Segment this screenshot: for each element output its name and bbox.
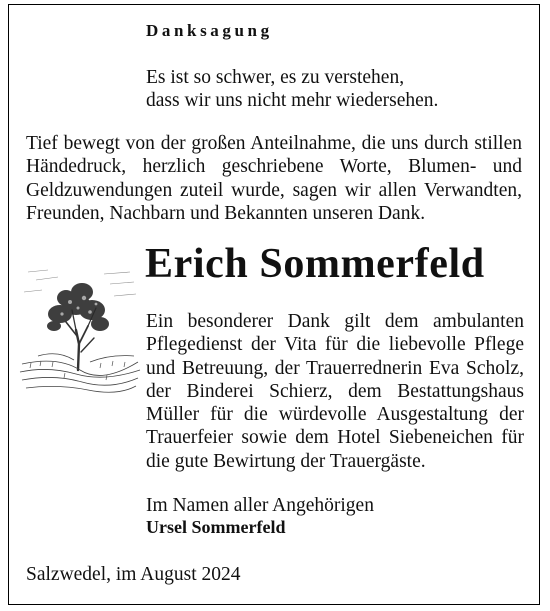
verse-line-1: Es ist so schwer, es zu verstehen, xyxy=(146,67,405,88)
signature-line: Im Namen aller Angehörigen xyxy=(146,495,374,516)
verse xyxy=(146,66,438,112)
thanks-paragraph: Ein besonderer Dank gilt dem ambulanten Pflegedienst der Vita für die liebevolle Pflege und Betreuung, der Trauerrednerin Eva Scholz, der Binderei Schierz, dem Bestattungshaus Müller für die würdevolle Ausgestaltung der Trauerfeier sowie dem Hotel Siebeneichen für die gute Bewirtung der Trauergäste. xyxy=(146,311,524,472)
intro-paragraph: Tief bewegt von der großen Anteilnahme, die uns durch stillen Händedruck, herzlich geschriebene Worte, Blumen- und Geldzuwendungen zuteil wurde, sagen wir allen Verwandten, Freunden, Nachbarn und Bekannten unseren Dank. xyxy=(26,133,522,224)
tree-landscape-icon xyxy=(18,252,142,398)
notice-title: Danksagung xyxy=(146,21,273,40)
deceased-name: Erich Sommerfeld xyxy=(145,241,485,287)
signature-name: Ursel Sommerfeld xyxy=(146,517,286,537)
place-date: Salzwedel, im August 2024 xyxy=(26,564,241,585)
verse-line-2: dass wir uns nicht mehr wiedersehen. xyxy=(146,90,439,111)
